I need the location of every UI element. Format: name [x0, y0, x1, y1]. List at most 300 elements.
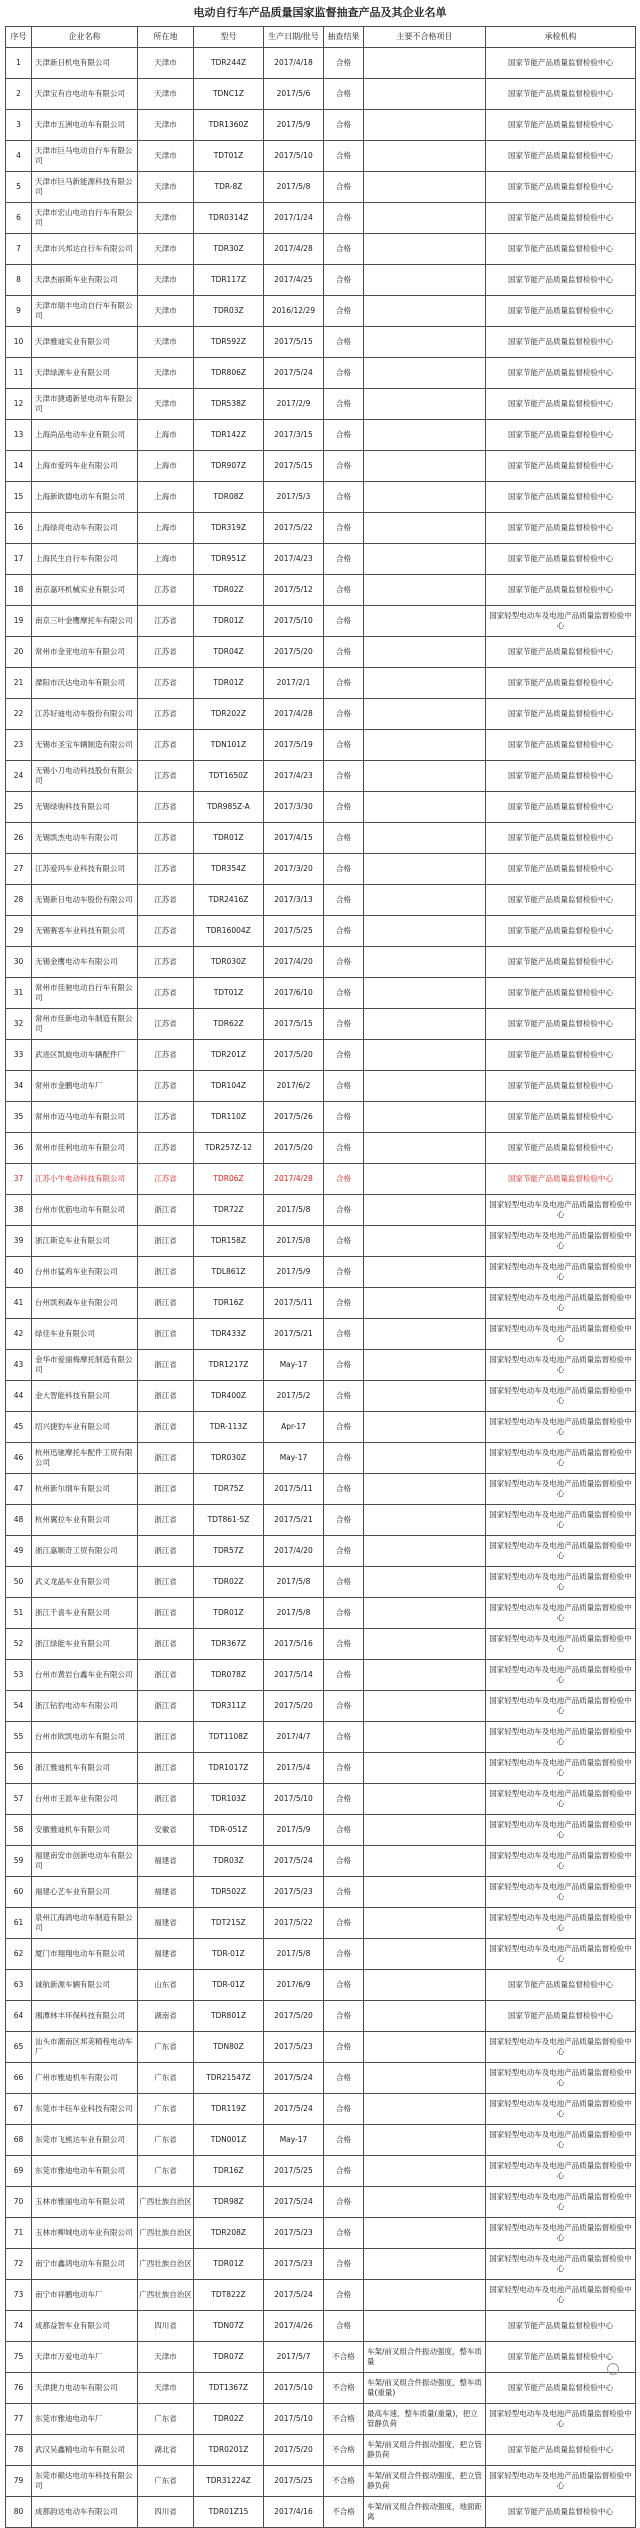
cell-company: 福建心艺车业有限公司	[32, 1877, 138, 1908]
cell-index: 20	[6, 637, 32, 668]
table-row	[6, 1319, 636, 1350]
cell-company: 天津市兴邦达自行车有限公司	[32, 234, 138, 265]
cell-agency: 国家节能产品质量监督检验中心	[486, 265, 636, 296]
cell-model: TDR119Z	[194, 2094, 264, 2125]
cell-location: 浙江省	[138, 1536, 194, 1567]
cell-failed-items	[364, 1536, 486, 1567]
cell-company: 浙江千喜车业有限公司	[32, 1598, 138, 1629]
cell-index: 17	[6, 544, 32, 575]
cell-result: 合格	[324, 389, 364, 420]
cell-result: 合格	[324, 668, 364, 699]
cell-agency: 国家节能产品质量监督检验中心	[486, 482, 636, 513]
cell-failed-items	[364, 1257, 486, 1288]
cell-date: 2017/5/25	[264, 2466, 324, 2497]
cell-result: 合格	[324, 141, 364, 172]
cell-agency: 国家轻型电动车及电池产品质量监督检验中心	[486, 1257, 636, 1288]
cell-company: 无锡赛客车业科技有限公司	[32, 916, 138, 947]
table-row	[6, 1071, 636, 1102]
cell-date: 2017/5/23	[264, 2249, 324, 2280]
table-row	[6, 2435, 636, 2466]
cell-location: 浙江省	[138, 1381, 194, 1412]
cell-index: 45	[6, 1412, 32, 1443]
cell-index: 51	[6, 1598, 32, 1629]
cell-model: TDR433Z	[194, 1319, 264, 1350]
table-row	[6, 544, 636, 575]
cell-failed-items	[364, 637, 486, 668]
cell-model: TDR72Z	[194, 1195, 264, 1226]
cell-agency: 国家节能产品质量监督检验中心	[486, 79, 636, 110]
table-row	[6, 606, 636, 637]
cell-index: 54	[6, 1691, 32, 1722]
table-row	[6, 451, 636, 482]
table-row	[6, 668, 636, 699]
cell-failed-items	[364, 544, 486, 575]
table-row	[6, 978, 636, 1009]
cell-model: TDR244Z	[194, 48, 264, 79]
table-row	[6, 1102, 636, 1133]
cell-agency: 国家节能产品质量监督检验中心	[486, 172, 636, 203]
cell-date: 2017/4/28	[264, 699, 324, 730]
cell-date: 2017/4/16	[264, 2497, 324, 2528]
cell-model: TDR01Z	[194, 2249, 264, 2280]
table-row	[6, 79, 636, 110]
table-row	[6, 1815, 636, 1846]
cell-result: 合格	[324, 730, 364, 761]
cell-failed-items	[364, 1319, 486, 1350]
cell-model: TDR16Z	[194, 1288, 264, 1319]
cell-result: 合格	[324, 265, 364, 296]
cell-failed-items	[364, 1040, 486, 1071]
cell-failed-items	[364, 1009, 486, 1040]
cell-failed-items	[364, 2125, 486, 2156]
cell-index: 75	[6, 2342, 32, 2373]
cell-location: 广东省	[138, 2466, 194, 2497]
cell-index: 50	[6, 1567, 32, 1598]
table-row	[6, 1443, 636, 1474]
cell-result: 合格	[324, 2280, 364, 2311]
cell-agency: 国家轻型电动车及电池产品质量监督检验中心	[486, 1505, 636, 1536]
cell-result: 合格	[324, 1846, 364, 1877]
cell-model: TDR117Z	[194, 265, 264, 296]
cell-model: TDR951Z	[194, 544, 264, 575]
cell-location: 广东省	[138, 2094, 194, 2125]
cell-index: 4	[6, 141, 32, 172]
cell-agency: 国家轻型电动车及电池产品质量监督检验中心	[486, 2466, 636, 2497]
table-row	[6, 1660, 636, 1691]
cell-result: 不合格	[324, 2497, 364, 2528]
table-row	[6, 1598, 636, 1629]
cell-company: 无锡凯杰电动车有限公司	[32, 823, 138, 854]
cell-agency: 国家节能产品质量监督检验中心	[486, 2001, 636, 2032]
cell-index: 71	[6, 2218, 32, 2249]
cell-failed-items	[364, 1567, 486, 1598]
cell-date: 2017/5/20	[264, 2001, 324, 2032]
cell-agency: 国家节能产品质量监督检验中心	[486, 327, 636, 358]
table-row	[6, 141, 636, 172]
cell-failed-items	[364, 1939, 486, 1970]
cell-result: 合格	[324, 1660, 364, 1691]
cell-index: 49	[6, 1536, 32, 1567]
cell-index: 63	[6, 1970, 32, 2001]
cell-model: TDR07Z	[194, 2342, 264, 2373]
cell-failed-items	[364, 1133, 486, 1164]
cell-result: 合格	[324, 761, 364, 792]
cell-failed-items	[364, 203, 486, 234]
cell-agency: 国家轻型电动车及电池产品质量监督检验中心	[486, 2094, 636, 2125]
cell-agency: 国家轻型电动车及电池产品质量监督检验中心	[486, 2032, 636, 2063]
cell-result: 合格	[324, 1009, 364, 1040]
cell-date: May-17	[264, 1443, 324, 1474]
cell-date: 2017/5/24	[264, 1846, 324, 1877]
cell-company: 天津杰丽斯车业有限公司	[32, 265, 138, 296]
cell-agency: 国家轻型电动车及电池产品质量监督检验中心	[486, 1350, 636, 1381]
cell-index: 72	[6, 2249, 32, 2280]
cell-model: TDT01Z	[194, 978, 264, 1009]
cell-result: 合格	[324, 1939, 364, 1970]
cell-company: 江苏好迪电动车股份有限公司	[32, 699, 138, 730]
cell-index: 35	[6, 1102, 32, 1133]
cell-result: 合格	[324, 854, 364, 885]
table-row	[6, 110, 636, 141]
cell-failed-items	[364, 1226, 486, 1257]
cell-agency: 国家节能产品质量监督检验中心	[486, 141, 636, 172]
cell-agency: 国家轻型电动车及电池产品质量监督检验中心	[486, 2280, 636, 2311]
cell-location: 江苏省	[138, 1133, 194, 1164]
cell-failed-items: 车架/前叉组合件振动强度，把立管静负荷	[364, 2435, 486, 2466]
cell-model: TDR103Z	[194, 1784, 264, 1815]
cell-failed-items	[364, 451, 486, 482]
cell-model: TDR01Z	[194, 668, 264, 699]
cell-index: 2	[6, 79, 32, 110]
cell-index: 42	[6, 1319, 32, 1350]
cell-date: May-17	[264, 2125, 324, 2156]
cell-location: 浙江省	[138, 1722, 194, 1753]
cell-index: 10	[6, 327, 32, 358]
cell-model: TDR03Z	[194, 296, 264, 327]
cell-model: TDR158Z	[194, 1226, 264, 1257]
cell-date: 2017/5/8	[264, 1567, 324, 1598]
table-row	[6, 2342, 636, 2373]
cell-result: 不合格	[324, 2373, 364, 2404]
cell-date: 2017/5/15	[264, 451, 324, 482]
cell-company: 上海尚品电动车业有限公司	[32, 420, 138, 451]
cell-model: TDR03Z	[194, 1846, 264, 1877]
cell-result: 合格	[324, 48, 364, 79]
cell-location: 浙江省	[138, 1474, 194, 1505]
cell-index: 62	[6, 1939, 32, 1970]
cell-location: 江苏省	[138, 885, 194, 916]
cell-index: 69	[6, 2156, 32, 2187]
cell-agency: 国家节能产品质量监督检验中心	[486, 1102, 636, 1133]
table-row	[6, 2311, 636, 2342]
table-row	[6, 420, 636, 451]
cell-location: 天津市	[138, 203, 194, 234]
cell-agency: 国家节能产品质量监督检验中心	[486, 792, 636, 823]
cell-index: 56	[6, 1753, 32, 1784]
cell-company: 溧阳市沃达电动车有限公司	[32, 668, 138, 699]
cell-model: TDT1367Z	[194, 2373, 264, 2404]
cell-result: 合格	[324, 172, 364, 203]
cell-failed-items	[364, 265, 486, 296]
cell-index: 5	[6, 172, 32, 203]
cell-result: 合格	[324, 327, 364, 358]
cell-result: 合格	[324, 947, 364, 978]
cell-location: 天津市	[138, 234, 194, 265]
cell-agency: 国家节能产品质量监督检验中心	[486, 420, 636, 451]
table-row	[6, 1195, 636, 1226]
cell-company: 无锡绿驹科技有限公司	[32, 792, 138, 823]
cell-index: 9	[6, 296, 32, 327]
cell-model: TDR16Z	[194, 2156, 264, 2187]
cell-location: 浙江省	[138, 1598, 194, 1629]
cell-result: 合格	[324, 544, 364, 575]
cell-result: 合格	[324, 978, 364, 1009]
cell-model: TDR257Z-12	[194, 1133, 264, 1164]
cell-index: 32	[6, 1009, 32, 1040]
watermark	[607, 2363, 622, 2375]
cell-result: 合格	[324, 1350, 364, 1381]
cell-agency: 国家轻型电动车及电池产品质量监督检验中心	[486, 1722, 636, 1753]
cell-date: 2017/4/20	[264, 947, 324, 978]
cell-company: 无锡金鹰电动车有限公司	[32, 947, 138, 978]
table-row	[6, 761, 636, 792]
cell-date: 2017/5/9	[264, 110, 324, 141]
cell-date: 2017/6/10	[264, 978, 324, 1009]
cell-agency: 国家轻型电动车及电池产品质量监督检验中心	[486, 1536, 636, 1567]
cell-result: 合格	[324, 1691, 364, 1722]
cell-date: 2017/5/25	[264, 916, 324, 947]
cell-result: 合格	[324, 1474, 364, 1505]
cell-location: 天津市	[138, 358, 194, 389]
cell-location: 福建省	[138, 1877, 194, 1908]
cell-model: TDR01Z	[194, 1598, 264, 1629]
cell-company: 天津捷力电动车有限公司	[32, 2373, 138, 2404]
table-row	[6, 48, 636, 79]
cell-result: 合格	[324, 2001, 364, 2032]
table-row	[6, 637, 636, 668]
cell-location: 浙江省	[138, 1784, 194, 1815]
table-row	[6, 1691, 636, 1722]
cell-index: 41	[6, 1288, 32, 1319]
cell-failed-items	[364, 792, 486, 823]
cell-company: 金华市爱丽梅摩托制造有限公司	[32, 1350, 138, 1381]
header-failed-items: 主要不合格项目	[364, 27, 486, 48]
cell-location: 江苏省	[138, 854, 194, 885]
cell-date: 2017/5/3	[264, 482, 324, 513]
cell-model: TDR-051Z	[194, 1815, 264, 1846]
cell-agency: 国家轻型电动车及电池产品质量监督检验中心	[486, 1753, 636, 1784]
cell-model: TDN80Z	[194, 2032, 264, 2063]
cell-location: 浙江省	[138, 1319, 194, 1350]
cell-location: 湖南省	[138, 2001, 194, 2032]
table-body	[6, 48, 636, 2528]
cell-failed-items	[364, 110, 486, 141]
cell-location: 江苏省	[138, 668, 194, 699]
cell-agency: 国家轻型电动车及电池产品质量监督检验中心	[486, 2156, 636, 2187]
cell-failed-items	[364, 1846, 486, 1877]
cell-company: 常州市金鹏电动车厂	[32, 1071, 138, 1102]
cell-company: 浙江雅迪机车有限公司	[32, 1753, 138, 1784]
cell-location: 广西壮族自治区	[138, 2249, 194, 2280]
cell-company: 安徽雅迪机车有限公司	[32, 1815, 138, 1846]
cell-index: 60	[6, 1877, 32, 1908]
cell-result: 不合格	[324, 2435, 364, 2466]
cell-failed-items	[364, 1815, 486, 1846]
cell-failed-items	[364, 2063, 486, 2094]
cell-failed-items	[364, 916, 486, 947]
cell-result: 合格	[324, 1443, 364, 1474]
cell-agency: 国家节能产品质量监督检验中心	[486, 1009, 636, 1040]
cell-index: 15	[6, 482, 32, 513]
table-row	[6, 2156, 636, 2187]
cell-model: TDR21547Z	[194, 2063, 264, 2094]
cell-index: 47	[6, 1474, 32, 1505]
cell-date: 2017/4/23	[264, 761, 324, 792]
cell-agency: 国家轻型电动车及电池产品质量监督检验中心	[486, 1846, 636, 1877]
cell-location: 江苏省	[138, 1164, 194, 1195]
cell-model: TDR104Z	[194, 1071, 264, 1102]
cell-date: 2017/5/15	[264, 327, 324, 358]
cell-location: 浙江省	[138, 1567, 194, 1598]
cell-model: TDR01Z	[194, 823, 264, 854]
cell-model: TDR30Z	[194, 234, 264, 265]
cell-company: 金大智能科技有限公司	[32, 1381, 138, 1412]
cell-location: 安徽省	[138, 1815, 194, 1846]
cell-company: 常州市迈马电动车有限公司	[32, 1102, 138, 1133]
cell-index: 59	[6, 1846, 32, 1877]
table-row	[6, 1567, 636, 1598]
cell-index: 67	[6, 2094, 32, 2125]
cell-result: 合格	[324, 885, 364, 916]
cell-agency: 国家节能产品质量监督检验中心	[486, 575, 636, 606]
cell-location: 浙江省	[138, 1195, 194, 1226]
cell-company: 南宁市鑫鸿电动车有限公司	[32, 2249, 138, 2280]
cell-failed-items	[364, 730, 486, 761]
cell-location: 上海市	[138, 420, 194, 451]
cell-result: 合格	[324, 2311, 364, 2342]
cell-location: 江苏省	[138, 761, 194, 792]
cell-date: 2017/4/18	[264, 48, 324, 79]
cell-index: 65	[6, 2032, 32, 2063]
cell-agency: 国家节能产品质量监督检验中心	[486, 451, 636, 482]
cell-failed-items	[364, 358, 486, 389]
cell-company: 泉州江海鸽电动车制造有限公司	[32, 1908, 138, 1939]
cell-failed-items	[364, 575, 486, 606]
cell-agency: 国家节能产品质量监督检验中心	[486, 916, 636, 947]
cell-company: 福建南安市创新电动车有限公司	[32, 1846, 138, 1877]
cell-agency: 国家节能产品质量监督检验中心	[486, 296, 636, 327]
cell-date: 2017/5/7	[264, 2342, 324, 2373]
cell-model: TDN001Z	[194, 2125, 264, 2156]
cell-date: 2017/5/12	[264, 575, 324, 606]
cell-agency: 国家节能产品质量监督检验中心	[486, 234, 636, 265]
cell-index: 58	[6, 1815, 32, 1846]
cell-result: 合格	[324, 2063, 364, 2094]
cell-date: 2017/5/14	[264, 1660, 324, 1691]
cell-agency: 国家轻型电动车及电池产品质量监督检验中心	[486, 1474, 636, 1505]
cell-date: 2017/3/13	[264, 885, 324, 916]
table-row	[6, 2466, 636, 2497]
cell-model: TDT215Z	[194, 1908, 264, 1939]
cell-model: TDR319Z	[194, 513, 264, 544]
cell-agency: 国家轻型电动车及电池产品质量监督检验中心	[486, 1598, 636, 1629]
cell-location: 浙江省	[138, 1288, 194, 1319]
cell-failed-items	[364, 1350, 486, 1381]
cell-failed-items	[364, 1505, 486, 1536]
cell-date: Apr-17	[264, 1412, 324, 1443]
cell-result: 合格	[324, 1412, 364, 1443]
cell-result: 合格	[324, 792, 364, 823]
cell-date: 2017/5/8	[264, 1598, 324, 1629]
cell-company: 上海民生自行车有限公司	[32, 544, 138, 575]
table-row	[6, 1970, 636, 2001]
cell-model: TDR208Z	[194, 2218, 264, 2249]
cell-location: 浙江省	[138, 1691, 194, 1722]
cell-index: 21	[6, 668, 32, 699]
cell-agency: 国家节能产品质量监督检验中心	[486, 730, 636, 761]
cell-model: TDR1360Z	[194, 110, 264, 141]
cell-location: 上海市	[138, 482, 194, 513]
cell-location: 浙江省	[138, 1629, 194, 1660]
cell-agency: 国家轻型电动车及电池产品质量监督检验中心	[486, 1412, 636, 1443]
cell-index: 31	[6, 978, 32, 1009]
cell-agency: 国家节能产品质量监督检验中心	[486, 1133, 636, 1164]
cell-model: TDR367Z	[194, 1629, 264, 1660]
cell-company: 东莞市飞熊达车业有限公司	[32, 2125, 138, 2156]
cell-company: 天津新日机电有限公司	[32, 48, 138, 79]
table-row	[6, 1846, 636, 1877]
cell-result: 不合格	[324, 2342, 364, 2373]
cell-result: 合格	[324, 1536, 364, 1567]
cell-model: TDR0201Z	[194, 2435, 264, 2466]
cell-model: TDR75Z	[194, 1474, 264, 1505]
table-row	[6, 1164, 636, 1195]
cell-company: 绿佳车业有限公司	[32, 1319, 138, 1350]
cell-agency: 国家轻型电动车及电池产品质量监督检验中心	[486, 1691, 636, 1722]
cell-result: 合格	[324, 637, 364, 668]
cell-company: 天津雅迪实业有限公司	[32, 327, 138, 358]
cell-model: TDR110Z	[194, 1102, 264, 1133]
table-row	[6, 203, 636, 234]
cell-date: 2017/6/9	[264, 1970, 324, 2001]
cell-result: 合格	[324, 1629, 364, 1660]
cell-failed-items	[364, 1195, 486, 1226]
cell-index: 29	[6, 916, 32, 947]
cell-failed-items	[364, 513, 486, 544]
table-row	[6, 575, 636, 606]
cell-company: 常州市佳驰电动自行车有限公司	[32, 978, 138, 1009]
cell-model: TDR801Z	[194, 2001, 264, 2032]
table-row	[6, 1257, 636, 1288]
table-row	[6, 2063, 636, 2094]
cell-failed-items	[364, 668, 486, 699]
cell-failed-items	[364, 2280, 486, 2311]
cell-index: 23	[6, 730, 32, 761]
cell-company: 台州市王派车业有限公司	[32, 1784, 138, 1815]
cell-failed-items	[364, 1784, 486, 1815]
cell-model: TDR985Z-A	[194, 792, 264, 823]
cell-failed-items	[364, 1381, 486, 1412]
cell-date: 2017/5/8	[264, 1939, 324, 1970]
cell-index: 13	[6, 420, 32, 451]
cell-date: 2017/5/2	[264, 1381, 324, 1412]
cell-model: TDR0314Z	[194, 203, 264, 234]
cell-failed-items	[364, 606, 486, 637]
cell-index: 77	[6, 2404, 32, 2435]
cell-location: 江苏省	[138, 792, 194, 823]
cell-model: TDR201Z	[194, 1040, 264, 1071]
cell-date: 2017/5/20	[264, 1133, 324, 1164]
